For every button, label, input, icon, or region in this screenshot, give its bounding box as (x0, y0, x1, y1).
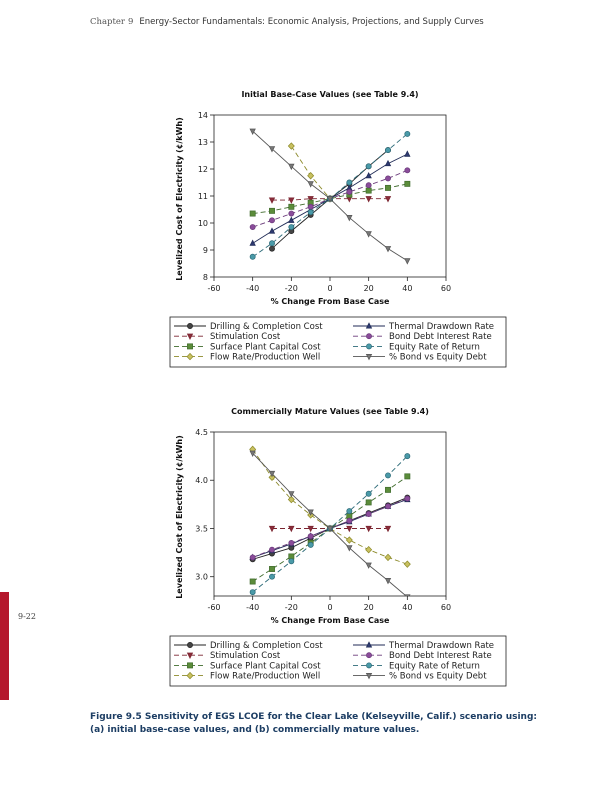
chart1-point-bond-debt-interest-rate (250, 224, 255, 229)
chart1-legend-label: % Bond vs Equity Debt (389, 352, 487, 363)
chart1-ytick-label: 9 (202, 246, 208, 255)
chart1-point-equity-rate-of-return (405, 131, 410, 136)
figure-caption (90, 711, 550, 737)
chart1-legend-marker (366, 344, 371, 349)
caption-line-1: Figure 9.5 Sensitivity of EGS LCOE for the Clear Lake (Kelseyville, Calif.) scenario using: (90, 712, 537, 722)
chart1-legend-label: Surface Plant Capital Cost (210, 342, 321, 353)
chart1-ytick-label: 12 (197, 165, 208, 174)
chart1-xtick-label: -60 (207, 284, 221, 293)
chart2-point-equity-rate-of-return (289, 559, 294, 564)
chart2-ytick-label: 4.5 (195, 428, 208, 437)
chart1-ytick-label: 8 (202, 273, 208, 282)
chart2-point-surface-plant-capital-cost (405, 474, 410, 479)
chart1-point-bond-debt-interest-rate (366, 183, 371, 188)
chart2-legend-marker (187, 642, 192, 647)
chart1-ytick-label: 13 (197, 138, 208, 147)
chart1-point-equity-rate-of-return (385, 148, 390, 153)
chart2-point-surface-plant-capital-cost (347, 513, 352, 518)
chart2-legend-label: Bond Debt Interest Rate (389, 651, 492, 662)
chart2-point-bond-debt-interest-rate (405, 496, 410, 501)
chart1-legend-label: Equity Rate of Return (389, 342, 480, 353)
chart2-point-equity-rate-of-return (366, 491, 371, 496)
chart1-point-bond-debt-interest-rate (385, 176, 390, 181)
chart1-legend-label: Flow Rate/Production Well (210, 352, 321, 363)
chart2-point-surface-plant-capital-cost (366, 500, 371, 505)
chart2-legend-label: Flow Rate/Production Well (210, 671, 321, 682)
chart1-point-surface-plant-capital-cost (385, 185, 390, 190)
chart2-legend-label: Drilling & Completion Cost (210, 641, 323, 651)
chart2-xtick-label: 40 (402, 603, 413, 612)
chart1-point-surface-plant-capital-cost (250, 211, 255, 216)
chart2-legend-marker (366, 663, 371, 668)
chart1-point-equity-rate-of-return (269, 241, 274, 246)
chart1-xtick-label: 0 (327, 284, 333, 293)
chart2-point-equity-rate-of-return (385, 473, 390, 478)
chart1-legend-marker (366, 334, 371, 339)
chart1-point-equity-rate-of-return (308, 210, 313, 215)
chart-commercially-mature (0, 402, 612, 702)
chart1-point-equity-rate-of-return (250, 254, 255, 259)
chart1-point-surface-plant-capital-cost (289, 204, 294, 209)
running-header (90, 17, 484, 27)
chart2-title: Commercially Mature Values (see Table 9.4) (231, 407, 429, 416)
chart2-point-bond-debt-interest-rate (289, 540, 294, 545)
chart1-point-bond-debt-interest-rate (405, 168, 410, 173)
chart2-legend-marker (366, 653, 371, 658)
chart1-xtick-label: 40 (402, 284, 413, 293)
chart2-legend-marker (187, 663, 192, 668)
chart2-legend (170, 636, 506, 686)
chart2-xtick-label: 0 (327, 603, 333, 612)
chart1-point-bond-debt-interest-rate (347, 189, 352, 194)
chart2-point-surface-plant-capital-cost (385, 487, 390, 492)
chart1-xtick-label: -40 (246, 284, 260, 293)
chart2-point-bond-debt-interest-rate (366, 511, 371, 516)
chart1-legend (170, 317, 506, 367)
chart1-xtick-label: 20 (363, 284, 374, 293)
chart1-x-axis-label: % Change From Base Case (270, 297, 390, 306)
chart-initial-base-case (0, 80, 612, 380)
chart1-point-equity-rate-of-return (289, 224, 294, 229)
chart2-point-equity-rate-of-return (250, 590, 255, 595)
chart2-legend-label: Equity Rate of Return (389, 661, 480, 672)
chart2-xtick-label: -40 (246, 603, 260, 612)
chart2-ytick-label: 3.5 (195, 524, 208, 534)
chart2-x-axis-label: % Change From Base Case (270, 616, 390, 625)
chart2-xtick-label: 60 (440, 603, 452, 612)
chart2-legend-label: Stimulation Cost (210, 651, 281, 662)
chart1-point-equity-rate-of-return (366, 164, 371, 169)
chart2-xtick-label: -20 (284, 603, 298, 612)
chart1-legend-label: Bond Debt Interest Rate (389, 332, 492, 343)
chart1-xtick-label: 60 (440, 284, 452, 293)
chart1-legend-marker (187, 323, 192, 328)
chapter-number: 9 (128, 17, 134, 27)
chart1-legend-label: Thermal Drawdown Rate (389, 322, 495, 332)
chart1-point-bond-debt-interest-rate (308, 204, 313, 209)
chart1-point-surface-plant-capital-cost (269, 208, 274, 213)
chapter-label: Chapter (90, 17, 125, 27)
chart2-legend-label: % Bond vs Equity Debt (389, 671, 487, 682)
chart1-legend-marker (187, 344, 192, 349)
chart2-point-bond-debt-interest-rate (250, 555, 255, 560)
chart2-point-surface-plant-capital-cost (250, 579, 255, 584)
chart2-plot-frame (214, 432, 446, 596)
chart2-xtick-label: -60 (207, 603, 221, 612)
chart1-ytick-label: 14 (197, 111, 208, 120)
chart1-point-equity-rate-of-return (347, 180, 352, 185)
chart2-ytick-label: 3.0 (195, 572, 208, 582)
chart1-xtick-label: -20 (284, 284, 298, 293)
chart1-y-axis-label: Levelized Cost of Electricity (¢/kWh) (175, 117, 184, 281)
chart1-point-surface-plant-capital-cost (366, 188, 371, 193)
chart2-point-equity-rate-of-return (405, 454, 410, 459)
chart1-legend-label: Stimulation Cost (210, 332, 281, 343)
chart1-point-surface-plant-capital-cost (405, 181, 410, 186)
chart2-legend-label: Surface Plant Capital Cost (210, 661, 321, 672)
chart1-point-bond-debt-interest-rate (269, 218, 274, 223)
chapter-tab-marker (0, 592, 9, 700)
chart2-xtick-label: 20 (363, 603, 374, 612)
chart2-point-bond-debt-interest-rate (308, 534, 313, 539)
chart2-point-bond-debt-interest-rate (385, 504, 390, 509)
chart2-point-equity-rate-of-return (269, 574, 274, 579)
page-number: 9-22 (18, 612, 36, 621)
chart1-title: Initial Base-Case Values (see Table 9.4) (241, 90, 419, 99)
chart2-point-equity-rate-of-return (347, 509, 352, 514)
chart2-point-surface-plant-capital-cost (269, 566, 274, 571)
caption-line-2: (a) initial base-case values, and (b) commercially mature values. (90, 725, 420, 735)
chart2-ytick-label: 4.0 (195, 476, 208, 486)
chart1-ytick-label: 11 (197, 192, 208, 201)
chart2-point-bond-debt-interest-rate (269, 547, 274, 552)
chart1-point-drilling-completion-cost (269, 246, 274, 251)
chapter-title: Energy-Sector Fundamentals: Economic Analysis, Projections, and Supply Curves (139, 17, 484, 27)
chart2-point-equity-rate-of-return (308, 542, 313, 547)
chart1-point-bond-debt-interest-rate (289, 211, 294, 216)
chart2-point-surface-plant-capital-cost (289, 554, 294, 559)
chart2-y-axis-label: Levelized Cost of Electricity (¢/kWh) (175, 435, 184, 599)
chart2-point-bond-debt-interest-rate (347, 518, 352, 523)
chart2-legend-label: Thermal Drawdown Rate (389, 641, 495, 651)
chart1-ytick-label: 10 (197, 219, 208, 228)
chart1-legend-label: Drilling & Completion Cost (210, 322, 323, 332)
